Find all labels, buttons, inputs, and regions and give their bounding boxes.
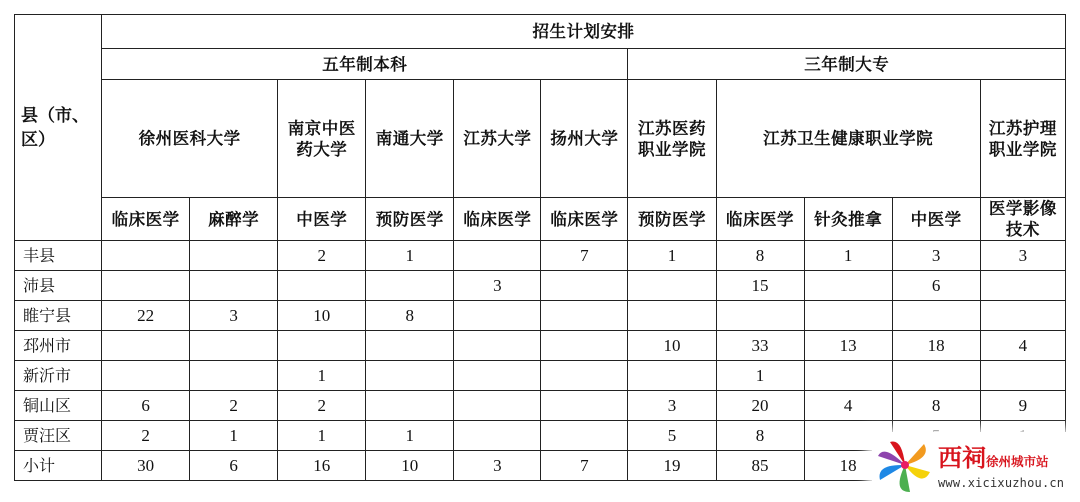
table-cell: 2 — [190, 391, 278, 421]
table-cell: 8 — [366, 301, 454, 331]
table-cell — [190, 241, 278, 271]
table-row — [15, 331, 1066, 361]
table-cell: 20 — [716, 391, 804, 421]
table-cell — [980, 271, 1065, 301]
county-name: 丰县 — [15, 241, 102, 271]
table-row — [15, 391, 1066, 421]
table-cell — [190, 331, 278, 361]
table-cell: 10 — [366, 451, 454, 481]
table-cell: 85 — [716, 451, 804, 481]
table-row — [15, 361, 1066, 391]
table-cell — [804, 361, 892, 391]
table-row — [15, 241, 1066, 271]
county-name: 小计 — [15, 451, 102, 481]
table-cell: 16 — [278, 451, 366, 481]
table-cell — [454, 421, 541, 451]
table-cell: 1 — [278, 421, 366, 451]
table-cell — [541, 331, 628, 361]
table-cell: 1 — [190, 421, 278, 451]
school-header: 扬州大学 — [541, 80, 628, 198]
table-cell: 6 — [102, 391, 190, 421]
table-cell: 9 — [980, 391, 1065, 421]
table-cell: 1 — [804, 241, 892, 271]
table-cell: 10 — [278, 301, 366, 331]
table-cell — [716, 301, 804, 331]
table-cell: 1 — [366, 241, 454, 271]
major-header: 预防医学 — [366, 198, 454, 241]
table-cell: 3 — [628, 391, 716, 421]
county-header: 县（市、区） — [15, 15, 102, 241]
table-cell: 22 — [102, 301, 190, 331]
table-cell: 3 — [892, 241, 980, 271]
county-name: 贾汪区 — [15, 421, 102, 451]
table-cell — [102, 331, 190, 361]
table-cell: 1 — [716, 361, 804, 391]
county-name: 睢宁县 — [15, 301, 102, 331]
major-header: 临床医学 — [716, 198, 804, 241]
table-cell — [190, 271, 278, 301]
school-header: 江苏医药职业学院 — [628, 80, 716, 198]
table-cell: 13 — [804, 331, 892, 361]
group-three-year: 三年制大专 — [628, 49, 1066, 80]
table-cell — [541, 361, 628, 391]
table-cell: 6 — [190, 451, 278, 481]
table-cell — [102, 271, 190, 301]
watermark-brand-station: 徐州城市站 — [986, 454, 1049, 469]
major-header: 预防医学 — [628, 198, 716, 241]
school-header: 南京中医药大学 — [278, 80, 366, 198]
county-name: 沛县 — [15, 271, 102, 301]
major-header: 医学影像技术 — [980, 198, 1065, 241]
major-header: 中医学 — [892, 198, 980, 241]
table-cell: 19 — [628, 451, 716, 481]
table-cell — [102, 241, 190, 271]
table-cell: 4 — [804, 391, 892, 421]
major-header: 临床医学 — [454, 198, 541, 241]
table-cell: 33 — [716, 331, 804, 361]
major-header: 临床医学 — [541, 198, 628, 241]
table-cell: 8 — [716, 421, 804, 451]
table-cell — [892, 361, 980, 391]
table-cell: 10 — [628, 331, 716, 361]
table-cell: 7 — [541, 451, 628, 481]
table-cell: 18 — [804, 451, 892, 481]
table-cell — [541, 271, 628, 301]
table-cell: 8 — [716, 241, 804, 271]
table-cell: 1 — [628, 241, 716, 271]
table-cell: 3 — [190, 301, 278, 331]
table-cell: 4 — [980, 331, 1065, 361]
table-cell: 3 — [454, 271, 541, 301]
major-header: 临床医学 — [102, 198, 190, 241]
school-header: 南通大学 — [366, 80, 454, 198]
table-cell — [454, 301, 541, 331]
table-cell — [628, 271, 716, 301]
county-name: 新沂市 — [15, 361, 102, 391]
group-five-year: 五年制本科 — [102, 49, 628, 80]
table-cell — [541, 421, 628, 451]
table-cell — [366, 331, 454, 361]
table-cell: 2 — [102, 421, 190, 451]
table-cell: 1 — [278, 361, 366, 391]
table-cell — [278, 271, 366, 301]
table-cell — [366, 271, 454, 301]
watermark-brand — [938, 438, 1078, 472]
table-cell: 15 — [716, 271, 804, 301]
table-cell — [541, 391, 628, 421]
major-header: 针灸推拿 — [804, 198, 892, 241]
table-cell: 7 — [541, 241, 628, 271]
pinwheel-logo-icon — [876, 436, 934, 494]
table-cell: 3 — [454, 451, 541, 481]
site-watermark — [872, 432, 1080, 502]
table-cell: 1 — [366, 421, 454, 451]
table-cell: 6 — [892, 271, 980, 301]
table-cell — [628, 361, 716, 391]
table-cell — [454, 361, 541, 391]
table-cell — [454, 331, 541, 361]
enrollment-plan-table — [14, 14, 1066, 481]
watermark-url: www.xicixuzhou.cn — [938, 476, 1065, 490]
table-cell — [804, 271, 892, 301]
table-cell — [454, 391, 541, 421]
county-name: 铜山区 — [15, 391, 102, 421]
table-cell — [366, 361, 454, 391]
county-name: 邳州市 — [15, 331, 102, 361]
table-cell: 5 — [628, 421, 716, 451]
major-header: 麻醉学 — [190, 198, 278, 241]
table-cell — [804, 301, 892, 331]
table-cell — [980, 361, 1065, 391]
major-header: 中医学 — [278, 198, 366, 241]
table-cell: 2 — [278, 391, 366, 421]
table-cell: 8 — [892, 391, 980, 421]
school-header: 徐州医科大学 — [102, 80, 278, 198]
table-cell — [980, 301, 1065, 331]
table-cell: 2 — [278, 241, 366, 271]
table-row — [15, 271, 1066, 301]
table-cell — [278, 331, 366, 361]
table-cell — [190, 361, 278, 391]
table-cell — [366, 391, 454, 421]
table-cell: 18 — [892, 331, 980, 361]
table-cell — [454, 241, 541, 271]
school-header: 江苏卫生健康职业学院 — [716, 80, 980, 198]
school-header: 江苏大学 — [454, 80, 541, 198]
table-cell — [541, 301, 628, 331]
table-cell — [628, 301, 716, 331]
watermark-brand-name: 西祠 — [938, 443, 986, 472]
table-row — [15, 301, 1066, 331]
school-header: 江苏护理职业学院 — [980, 80, 1065, 198]
table-cell: 30 — [102, 451, 190, 481]
major-header-row — [15, 198, 1066, 241]
table-title: 招生计划安排 — [102, 15, 1066, 49]
table-cell — [102, 361, 190, 391]
table-cell — [892, 301, 980, 331]
table-cell: 3 — [980, 241, 1065, 271]
